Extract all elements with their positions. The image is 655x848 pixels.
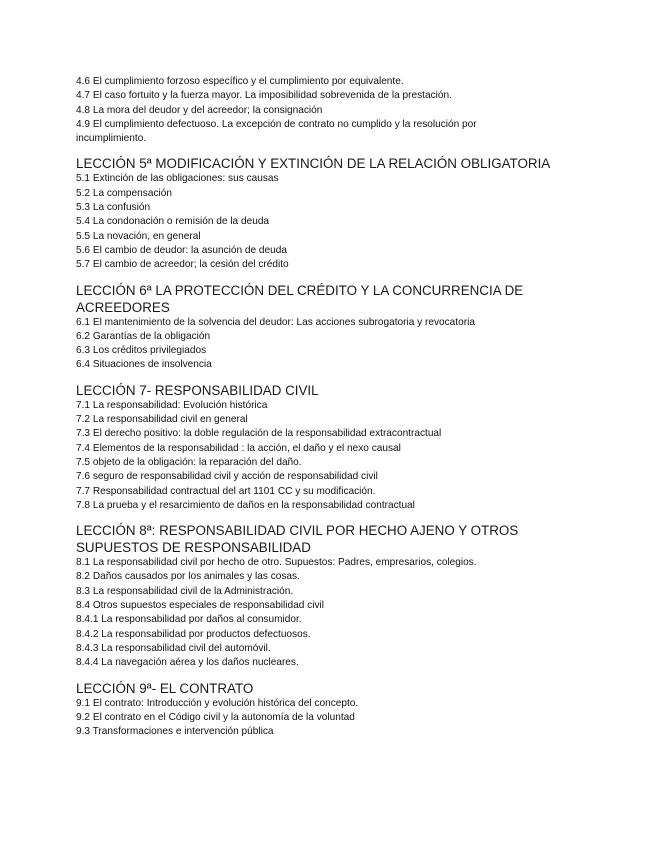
list-item: 4.6 El cumplimiento forzoso específico y el cumplimiento por equivalente. (76, 76, 404, 87)
list-item: 9.3 Transformaciones e intervención pública (76, 726, 274, 738)
section-heading: LECCIÓN 5ª MODIFICACIÓN Y EXTINCIÓN DE LA RELACIÓN OBLIGATORIA (76, 156, 551, 172)
lesson-9-section (76, 680, 636, 740)
list-item: 6.3 Los créditos privilegiados (76, 345, 207, 357)
list-item: 8.3 La responsabilidad civil de la Administración. (76, 585, 294, 597)
list-item: 8.4.2 La responsabilidad por productos defectuosos. (76, 628, 311, 640)
list-item: 7.6 seguro de responsabilidad civil y acción de responsabilidad civil (76, 471, 378, 483)
list-item: 5.4 La condonación o remisión de la deuda (76, 216, 270, 228)
lesson-6-section (76, 282, 636, 373)
list-item: 6.1 El mantenimiento de la solvencia del deudor: Las acciones subrogatoria y revocatoria (76, 316, 475, 328)
list-item: 8.4 Otros supuestos especiales de responsabilidad civil (76, 600, 324, 612)
list-item: 4.7 El caso fortuito y la fuerza mayor. La imposibilidad sobrevenida de la prestación. (76, 90, 452, 102)
list-item: 5.5 La novación, en general (76, 230, 201, 242)
list-item: 4.8 La mora del deudor y del acreedor; la consignación (76, 104, 323, 116)
lesson-5-section (76, 155, 636, 272)
list-item: 8.4.1 La responsabilidad por daños al consumidor. (76, 614, 302, 626)
list-item: 5.6 El cambio de deudor: la asunción de deuda (76, 244, 287, 256)
section-heading: LECCIÓN 7- RESPONSABILIDAD CIVIL (76, 382, 319, 398)
list-item: 8.4.3 La responsabilidad civil del automóvil. (76, 642, 271, 654)
list-item: 7.7 Responsabilidad contractual del art 1101 CC y su modificación. (76, 485, 376, 497)
list-item: 6.2 Garantías de la obligación (76, 330, 211, 342)
list-item: 7.1 La responsabilidad: Evolución histórica (76, 399, 268, 411)
list-item: 4.9 El cumplimiento defectuoso. La excepción de contrato no cumplido y la resolución por incumplimiento. (76, 118, 477, 145)
section-heading: LECCIÓN 6ª LA PROTECCIÓN DEL CRÉDITO Y LA CONCURRENCIA DE ACREEDORES (76, 282, 524, 315)
list-item: 8.1 La responsabilidad civil por hecho de otro. Supuestos: Padres, empresarios, colegios. (76, 557, 477, 569)
list-item: 7.4 Elementos de la responsabilidad : la acción, el daño y el nexo causal (76, 442, 401, 454)
document-page (76, 75, 636, 739)
list-item: 7.8 La prueba y el resarcimiento de daños en la responsabilidad contractual (76, 499, 415, 511)
list-item: 8.4.4 La navegación aérea y los daños nucleares. (76, 657, 299, 669)
section-heading: LECCIÓN 8ª: RESPONSABILIDAD CIVIL POR HECHO AJENO Y OTROS SUPUESTOS DE RESPONSABILIDAD (76, 523, 519, 556)
list-item: 8.2 Daños causados por los animales y las cosas. (76, 571, 300, 583)
list-item: 5.2 La compensación (76, 187, 172, 199)
lesson-7-section (76, 382, 636, 513)
section-heading: LECCIÓN 9ª- EL CONTRATO (76, 680, 254, 696)
list-item: 9.2 El contrato en el Código civil y la autonomía de la voluntad (76, 711, 355, 723)
list-item: 6.4 Situaciones de insolvencia (76, 359, 212, 371)
list-item: 7.5 objeto de la obligación: la reparación del daño. (76, 456, 302, 468)
list-item: 5.7 El cambio de acreedor; la cesión del crédito (76, 259, 289, 271)
list-item: 9.1 El contrato: Introducción y evolución histórica del concepto. (76, 697, 359, 709)
intro-section (76, 75, 636, 146)
list-item: 7.3 El derecho positivo: la doble regulación de la responsabilidad extracontractual (76, 428, 442, 440)
list-item: 5.1 Extinción de las obligaciones: sus causas (76, 173, 279, 185)
list-item: 7.2 La responsabilidad civil en general (76, 414, 248, 426)
list-item: 5.3 La confusión (76, 202, 151, 214)
lesson-8-section (76, 522, 636, 670)
